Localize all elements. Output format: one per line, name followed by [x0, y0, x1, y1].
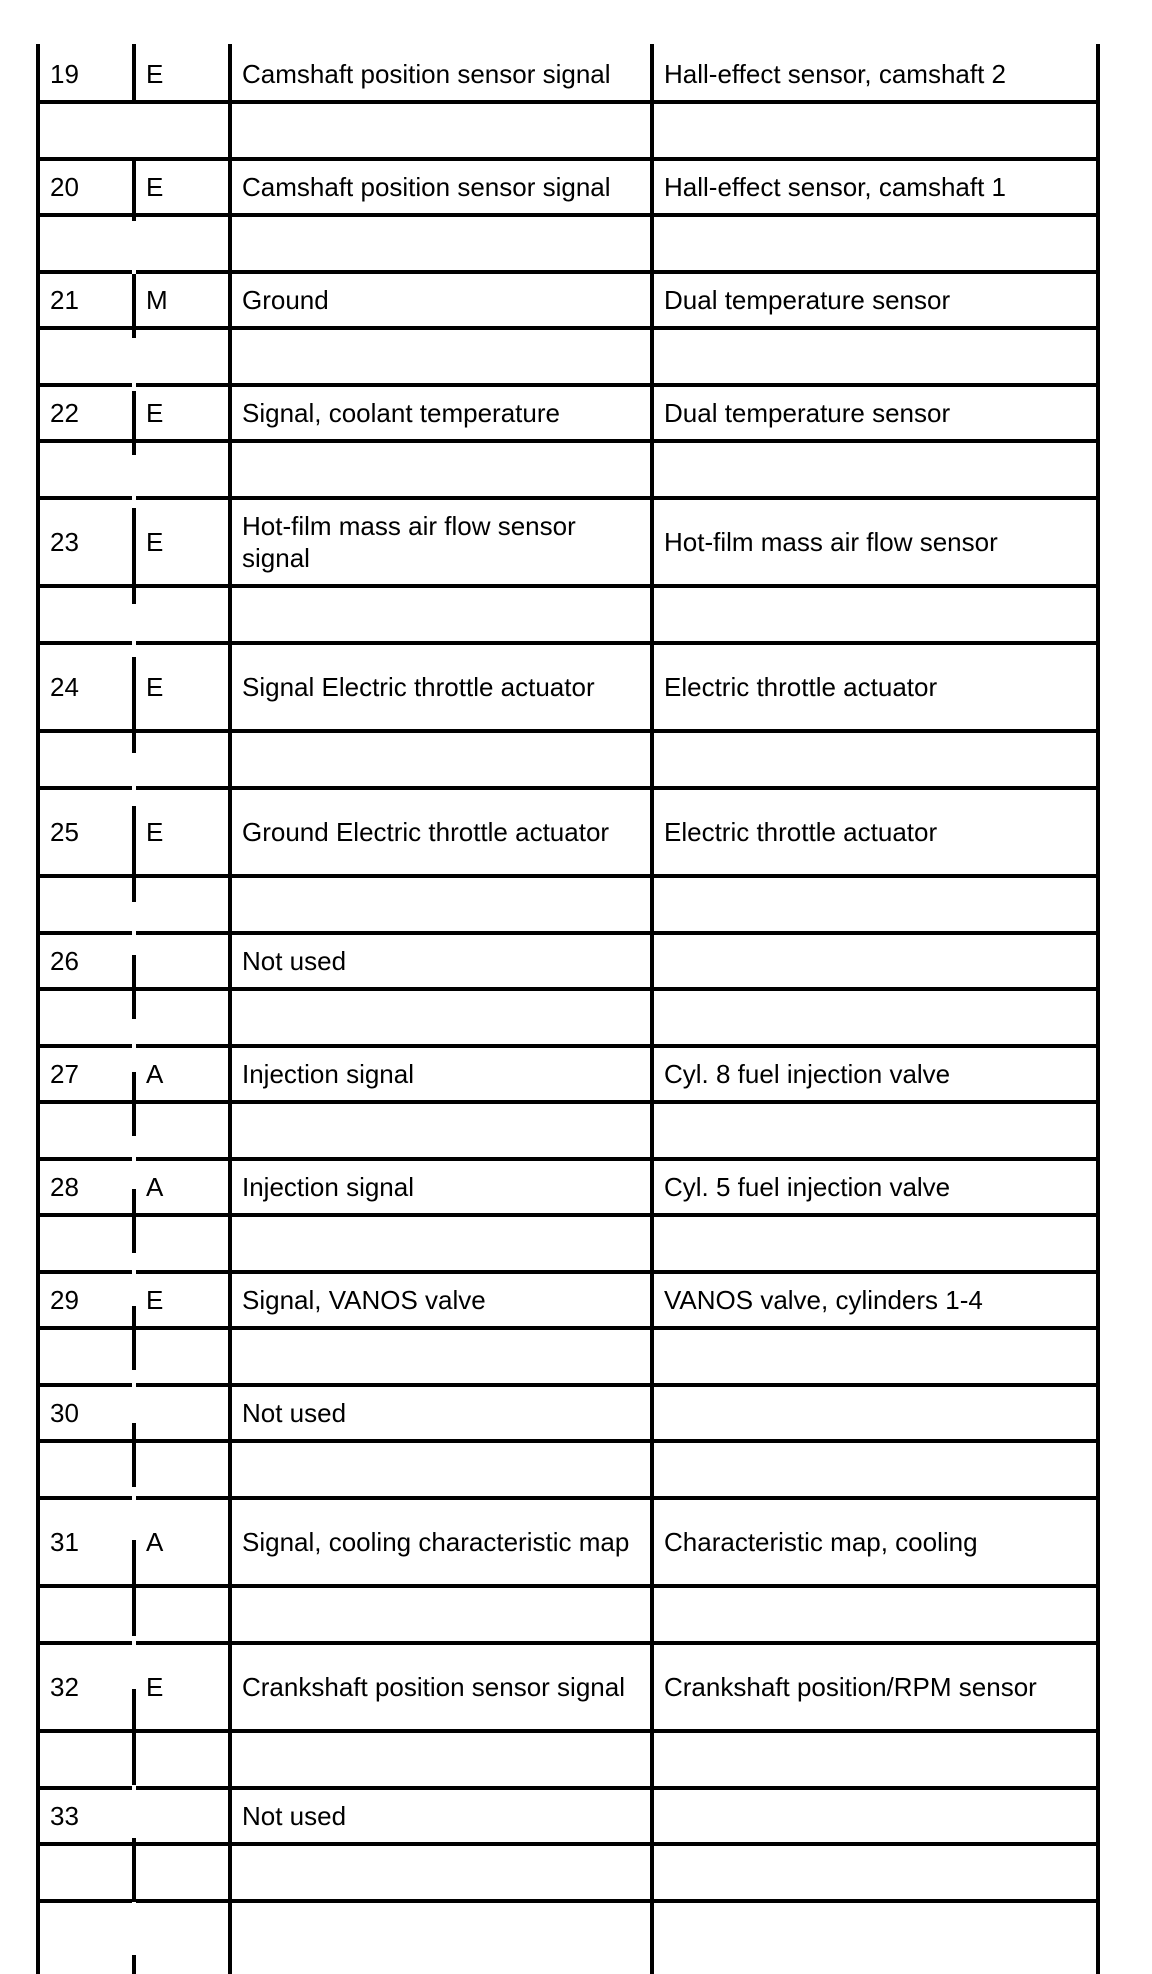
- pin-description: Not used: [242, 1398, 347, 1428]
- pin-number: 21: [50, 285, 79, 315]
- row-divider: [36, 1326, 1100, 1330]
- spacer-mask: [132, 455, 136, 508]
- row-divider: [36, 1729, 1100, 1733]
- spacer-mask: [132, 1136, 136, 1189]
- pin-type: [146, 1385, 218, 1441]
- pin-description: Not used: [242, 946, 347, 976]
- pin-number: 33: [50, 1801, 79, 1831]
- pin-number: 23: [50, 527, 79, 557]
- pin-type: E: [146, 172, 164, 202]
- row-divider: [36, 439, 1100, 443]
- pin-type: E: [146, 1672, 164, 1702]
- spacer-mask: [132, 338, 136, 391]
- spacer-mask: [132, 104, 136, 157]
- pin-component: VANOS valve, cylinders 1-4: [664, 1285, 983, 1315]
- pin-type: E: [146, 59, 164, 89]
- pin-description: Camshaft position sensor signal: [242, 59, 611, 89]
- pin-description: Ground Electric throttle actuator: [242, 817, 610, 847]
- pin-type: E: [146, 672, 164, 702]
- pin-type: A: [146, 1059, 164, 1089]
- pin-type: E: [146, 817, 164, 847]
- pin-component: [664, 1788, 1086, 1844]
- row-divider: [36, 874, 1100, 878]
- pin-component: [664, 1385, 1086, 1441]
- pin-component: Crankshaft position/RPM sensor: [664, 1672, 1037, 1702]
- column-divider: [650, 44, 654, 1974]
- pin-type: M: [146, 285, 168, 315]
- spacer-mask: [132, 1636, 136, 1689]
- pin-description: Signal, cooling characteristic map: [242, 1527, 630, 1557]
- pin-type: A: [146, 1527, 164, 1557]
- pin-component: Electric throttle actuator: [664, 817, 938, 847]
- row-divider: [36, 584, 1100, 588]
- spacer-mask: [132, 1019, 136, 1072]
- pin-number: 26: [50, 946, 79, 976]
- pin-number: 29: [50, 1285, 79, 1315]
- pin-component: Dual temperature sensor: [664, 285, 951, 315]
- pin-component: [664, 933, 1086, 989]
- pin-description: Not used: [242, 1801, 347, 1831]
- pin-description: Camshaft position sensor signal: [242, 172, 611, 202]
- pin-number: 30: [50, 1398, 79, 1428]
- pin-type: E: [146, 1285, 164, 1315]
- pin-number: 24: [50, 672, 79, 702]
- row-divider: [36, 1213, 1100, 1217]
- column-divider: [1096, 44, 1100, 1974]
- spacer-mask: [132, 1902, 136, 1955]
- pin-number: 27: [50, 1059, 79, 1089]
- pin-description: Injection signal: [242, 1172, 414, 1202]
- pin-description: Crankshaft position sensor signal: [242, 1672, 625, 1702]
- pin-type: [146, 1788, 218, 1844]
- column-divider: [36, 44, 40, 1974]
- row-divider: [36, 326, 1100, 330]
- spacer-mask: [132, 1370, 136, 1423]
- pin-number: 31: [50, 1527, 79, 1557]
- pin-description: Signal, VANOS valve: [242, 1285, 486, 1315]
- column-divider: [228, 44, 232, 1974]
- pin-number: 20: [50, 172, 79, 202]
- pin-component: Cyl. 5 fuel injection valve: [664, 1172, 951, 1202]
- spacer-mask: [132, 1785, 136, 1838]
- row-divider: [36, 100, 1100, 104]
- row-divider: [36, 1100, 1100, 1104]
- pin-type: A: [146, 1172, 164, 1202]
- row-divider: [36, 213, 1100, 217]
- pin-component: Hall-effect sensor, camshaft 1: [664, 172, 1007, 202]
- pin-component: Characteristic map, cooling: [664, 1527, 978, 1557]
- pin-description: Signal Electric throttle actuator: [242, 672, 595, 702]
- spacer-mask: [132, 753, 136, 806]
- row-divider: [36, 1439, 1100, 1443]
- row-divider: [36, 1842, 1100, 1846]
- spacer-mask: [132, 1253, 136, 1306]
- pin-number: 25: [50, 817, 79, 847]
- spacer-mask: [132, 604, 136, 657]
- pin-number: 28: [50, 1172, 79, 1202]
- spacer-mask: [132, 1487, 136, 1540]
- pin-component: Electric throttle actuator: [664, 672, 938, 702]
- pin-number: 22: [50, 398, 79, 428]
- row-divider: [36, 1899, 1100, 1903]
- pin-description: Ground: [242, 285, 329, 315]
- pin-type: [146, 933, 218, 989]
- pin-number: 32: [50, 1672, 79, 1702]
- pin-description: Injection signal: [242, 1059, 414, 1089]
- row-divider: [36, 987, 1100, 991]
- pin-type: E: [146, 398, 164, 428]
- pin-description: Hot-film mass air flow sensor signal: [242, 511, 576, 573]
- pin-component: Hall-effect sensor, camshaft 2: [664, 59, 1007, 89]
- pin-type: E: [146, 527, 164, 557]
- spacer-mask: [132, 221, 136, 274]
- pin-component: Hot-film mass air flow sensor: [664, 527, 998, 557]
- pin-component: Cyl. 8 fuel injection valve: [664, 1059, 951, 1089]
- row-divider: [36, 729, 1100, 733]
- spacer-mask: [132, 902, 136, 955]
- pin-assignment-table: [36, 44, 1100, 1974]
- pin-number: 19: [50, 59, 79, 89]
- pin-description: Signal, coolant temperature: [242, 398, 560, 428]
- pin-component: Dual temperature sensor: [664, 398, 951, 428]
- row-divider: [36, 1584, 1100, 1588]
